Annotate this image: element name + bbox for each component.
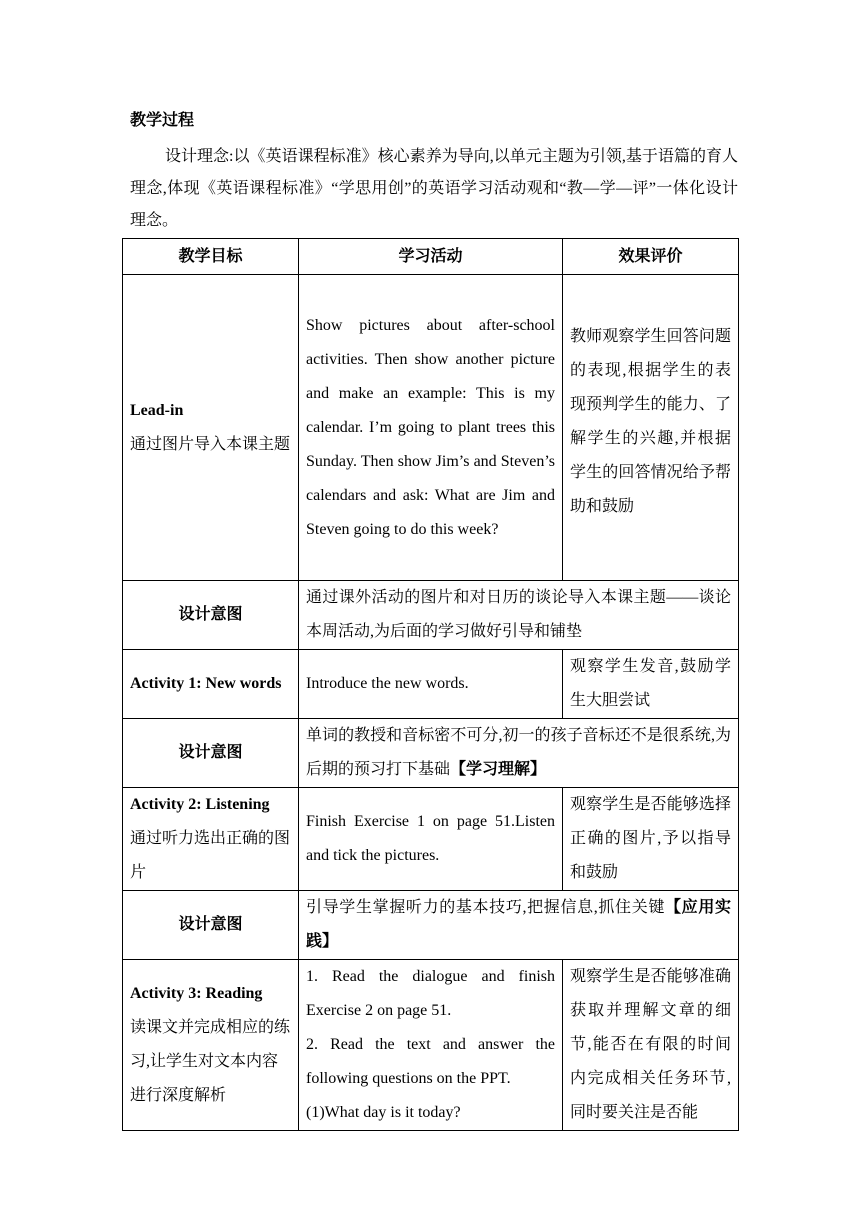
goal-title: Activity 1: New words bbox=[123, 650, 299, 719]
intent-cell bbox=[299, 719, 739, 788]
evaluation-cell: 教师观察学生回答问题的表现,根据学生的表现预判学生的能力、了解学生的兴趣,并根据学生的回答情况给予帮助和鼓励 bbox=[563, 275, 739, 581]
goal-title: Activity 3: Reading bbox=[130, 985, 263, 1002]
activity-cell: Show pictures about after-school activities. Then show another picture and make an example: This is my calendar. I’m going to plant trees this Sunday. Then show Jim’s and Steven’s calendars and ask: What are Jim and Steven going to do this week? bbox=[299, 275, 563, 581]
intent-cell bbox=[299, 891, 739, 960]
section-heading: 教学过程 bbox=[130, 112, 195, 129]
intent-text: 通过课外活动的图片和对日历的谈论导入本课主题——谈论本周活动,为后面的学习做好引导和铺垫 bbox=[299, 581, 739, 650]
table-row bbox=[123, 650, 739, 719]
activity-cell: Introduce the new words. bbox=[299, 650, 563, 719]
table-row bbox=[123, 960, 739, 1131]
intent-label: 设计意图 bbox=[123, 719, 299, 788]
evaluation-cell: 观察学生是否能够准确获取并理解文章的细节,能否在有限的时间内完成相关任务环节,同时要关注是否能 bbox=[563, 960, 739, 1131]
intent-text: 单词的教授和音标密不可分,初一的孩子音标还不是很系统,为后期的预习打下基础 bbox=[306, 727, 731, 778]
table-row bbox=[123, 719, 739, 788]
intent-tag: 【学习理解】 bbox=[450, 761, 547, 778]
activity-cell: Finish Exercise 1 on page 51.Listen and tick the pictures. bbox=[299, 788, 563, 891]
intent-label: 设计意图 bbox=[123, 891, 299, 960]
intent-label: 设计意图 bbox=[123, 581, 299, 650]
evaluation-cell: 观察学生是否能够选择正确的图片,予以指导和鼓励 bbox=[563, 788, 739, 891]
activity-step-1: 1. Read the dialogue and finish Exercise 2 on page 51. bbox=[306, 968, 555, 1019]
design-philosophy-paragraph: 设计理念:以《英语课程标准》核心素养为导向,以单元主题为引领,基于语篇的育人理念,体现《英语课程标准》“学思用创”的英语学习活动观和“教—学—评”一体化设计理念。 bbox=[130, 148, 738, 229]
goal-description: 读课文并完成相应的练习,让学生对文本内容进行深度解析 bbox=[130, 1019, 291, 1104]
evaluation-cell: 观察学生发音,鼓励学生大胆尝试 bbox=[563, 650, 739, 719]
table-row bbox=[123, 581, 739, 650]
goal-title: Lead-in bbox=[130, 401, 184, 419]
goal-cell bbox=[123, 960, 299, 1131]
header-effect-evaluation: 效果评价 bbox=[563, 239, 739, 275]
activity-step-2: 2. Read the text and answer the following questions on the PPT. bbox=[306, 1036, 555, 1087]
goal-cell bbox=[123, 788, 299, 891]
goal-cell bbox=[123, 275, 299, 581]
goal-description: 通过听力选出正确的图片 bbox=[130, 830, 291, 881]
goal-title: Activity 2: Listening bbox=[130, 796, 270, 813]
table-row bbox=[123, 891, 739, 960]
activity-step-3: (1)What day is it today? bbox=[306, 1104, 461, 1121]
table-header-row bbox=[123, 239, 739, 275]
table-row bbox=[123, 788, 739, 891]
intent-text: 引导学生掌握听力的基本技巧,把握信息,抓住关键 bbox=[306, 899, 666, 916]
intent-tag: 【应用实践】 bbox=[306, 899, 731, 950]
table-row bbox=[123, 275, 739, 581]
goal-description: 通过图片导入本课主题 bbox=[130, 435, 291, 453]
teaching-process-table bbox=[122, 238, 739, 1131]
activity-cell bbox=[299, 960, 563, 1131]
header-learning-activity: 学习活动 bbox=[299, 239, 563, 275]
header-teaching-goal: 教学目标 bbox=[123, 239, 299, 275]
